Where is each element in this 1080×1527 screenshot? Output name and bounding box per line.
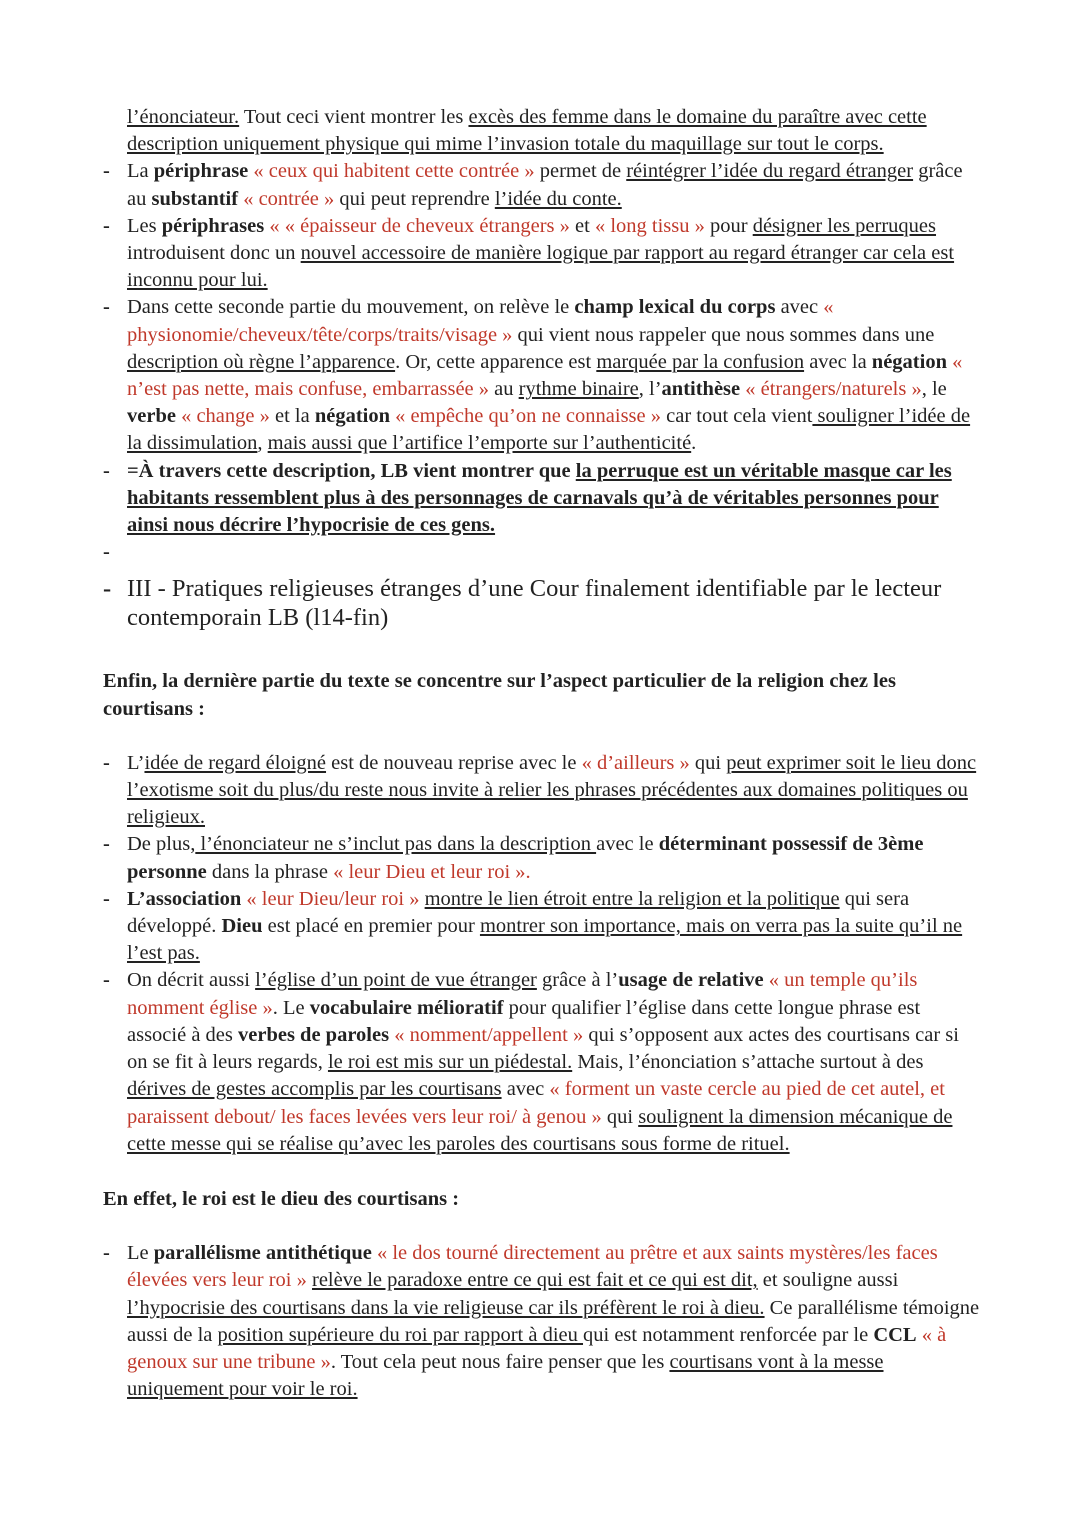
bold-term: CCL xyxy=(873,1323,917,1346)
quoted-citation: « ceux qui habitent cette contrée » xyxy=(253,160,535,183)
bold-term: verbes de paroles xyxy=(238,1023,390,1046)
underlined-text: l’hypocrisie des courtisans dans la vie religieuse car ils préfèrent le roi à dieu. xyxy=(127,1296,765,1319)
text-run: pour xyxy=(704,214,753,237)
text-run: qui est notamment renforcée par le xyxy=(583,1323,874,1346)
bullet-list-1 xyxy=(103,158,980,632)
underlined-text: courtisans vont à la messe uniquement pour voir le roi. xyxy=(127,1350,884,1401)
text-run: , xyxy=(257,432,268,455)
underlined-text: soulignent la dimension mécanique de cette messe qui se réalise qu’avec les paroles des courtisans sous forme de rituel. xyxy=(127,1105,953,1155)
underlined-text: l’église d’un point de vue étranger xyxy=(255,969,537,992)
text-run: et la xyxy=(269,405,315,428)
text-run: est de nouveau reprise avec le xyxy=(326,751,582,774)
text-run: Ce parallélisme témoigne aussi de la xyxy=(127,1296,980,1346)
bold-term: périphrase xyxy=(153,160,249,183)
text-run: permet de xyxy=(534,160,627,183)
bold-term: =À travers cette description, LB vient montrer que xyxy=(127,459,576,482)
quoted-citation: « physionomie/cheveux/tête/corps/traits/visage » xyxy=(127,296,834,346)
underlined-text: montrer son importance, mais on verra pas la suite qu’il ne l’est pas. xyxy=(127,915,963,965)
list-item xyxy=(103,158,980,212)
underlined-text: désigner les perruques xyxy=(752,214,937,237)
underlined-text: le roi est mis sur un piédestal. xyxy=(327,1051,573,1074)
text-run: . xyxy=(691,432,697,455)
text-run: Les xyxy=(127,214,162,237)
bullet-list-2 xyxy=(103,750,980,1158)
section-intro-2: En effet, le roi est le dieu des courtisans : xyxy=(103,1187,460,1210)
quoted-citation: « étrangers/naturels » xyxy=(745,378,922,401)
text-run: grâce à l’ xyxy=(536,969,619,992)
text-run: qui sera développé. xyxy=(127,887,910,938)
text-run: pour qualifier l’église dans cette longue phrase est associé à des xyxy=(127,996,921,1046)
underlined-text: l’énonciateur. xyxy=(127,106,240,128)
text-run: . Le xyxy=(272,996,310,1019)
bold-term: champ lexical du corps xyxy=(574,296,776,319)
quoted-citation: « empêche qu’on ne connaisse » xyxy=(395,405,661,428)
text-run: qui xyxy=(689,751,727,774)
text-run: avec xyxy=(501,1078,550,1101)
underlined-text: l’énonciateur ne s’inclut pas dans la description xyxy=(195,833,597,856)
text-run: qui peut reprendre xyxy=(334,187,495,210)
section-intro: Enfin, la dernière partie du texte se concentre sur l’aspect particulier de la religion chez les courtisans : xyxy=(103,670,896,720)
text-run: grâce au xyxy=(127,160,963,210)
quoted-citation: « un temple qu’ils nomment église » xyxy=(127,969,918,1019)
list-item xyxy=(103,458,980,540)
underlined-text: marquée par la confusion xyxy=(596,350,805,373)
underlined-text: relève le paradoxe entre ce qui est fait et ce qui est dit, xyxy=(312,1269,758,1292)
bold-term: Dieu xyxy=(221,915,263,938)
bold-term: vocabulaire mélioratif xyxy=(309,996,504,1019)
text-run: L’ xyxy=(127,751,145,774)
quoted-citation: « « épaisseur de cheveux étrangers » xyxy=(269,214,570,237)
bold-term: négation xyxy=(314,405,391,428)
text-run: On décrit aussi xyxy=(127,969,256,992)
list-item xyxy=(103,886,980,968)
underlined-text: montre le lien étroit entre la religion et la politique xyxy=(424,887,840,910)
underlined-text: l’idée du conte. xyxy=(494,187,622,210)
text-run: introduisent donc un xyxy=(127,242,301,265)
text-run: avec la xyxy=(804,350,872,373)
bold-term: L’association xyxy=(127,887,242,910)
text-run: Dans cette seconde partie du mouvement, on relève le xyxy=(127,296,575,319)
text-run: avec xyxy=(775,296,824,319)
underlined-text: nouvel accessoire de manière logique par rapport au regard étranger car cela est inconnu pour lui. xyxy=(127,242,955,292)
text-run: est placé en premier pour xyxy=(262,915,480,938)
underlined-text: peut exprimer soit le lieu donc l’exotisme soit du plus/du reste nous invite à relier les phrases précédentes aux domaines politiques ou religieux. xyxy=(127,751,977,829)
bold-term: verbe xyxy=(127,405,176,428)
underlined-text: position supérieure du roi par rapport à dieu xyxy=(217,1323,584,1346)
text-run: La xyxy=(127,160,154,183)
continuation-paragraph xyxy=(103,104,980,158)
bold-term: parallélisme antithétique xyxy=(153,1242,372,1265)
quoted-citation: « le dos tourné directement au prêtre et aux saints mystères/les faces élevées vers leur roi » xyxy=(127,1242,938,1292)
text-run: car tout cela vient xyxy=(661,405,813,428)
quoted-citation: « contrée » xyxy=(243,187,335,210)
text-run: et souligne aussi xyxy=(757,1269,899,1292)
quoted-citation: « change » xyxy=(181,405,270,428)
text-run: De plus, xyxy=(127,833,196,856)
text-run: Tout ceci vient montrer les xyxy=(239,106,469,128)
text-run: qui vient nous rappeler que nous sommes dans une xyxy=(512,323,935,346)
list-item xyxy=(103,1240,980,1403)
quoted-citation: « à genoux sur une tribune » xyxy=(127,1323,947,1373)
text-run: qui xyxy=(601,1105,639,1128)
bold-term: antithèse xyxy=(661,378,741,401)
underlined-text: mais aussi que l’artifice l’emporte sur l’authenticité xyxy=(267,432,692,455)
bold-term: périphrases xyxy=(161,214,265,237)
underlined-text: rythme binaire xyxy=(518,378,639,401)
quoted-citation: « n’est pas nette, mais confuse, embarrassée » xyxy=(127,350,963,401)
underlined-text: excès des femme dans le domaine du paraître avec cette description uniquement physique qui mime l’invasion totale du maquillage sur tout le corps. xyxy=(127,106,927,156)
list-item xyxy=(103,831,980,885)
section-heading: - III - Pratiques religieuses étranges d’une Cour finalement identifiable par le lecteur contemporain LB (l14-fin) xyxy=(103,574,980,632)
text-run: avec le xyxy=(596,833,659,856)
text-run: dans la phrase xyxy=(206,860,334,883)
list-item xyxy=(103,294,980,457)
quoted-citation: « d’ailleurs » xyxy=(581,751,690,774)
list-item xyxy=(103,967,980,1157)
list-item xyxy=(103,213,980,295)
text-run: , le xyxy=(921,378,947,401)
quoted-citation: « forment un vaste cercle au pied de cet autel, et paraissent debout/ les faces levées vers leur roi/ à genou » xyxy=(127,1078,945,1128)
bold-term: usage de relative xyxy=(618,969,764,992)
text-run: , l’ xyxy=(638,378,662,401)
quoted-citation: « leur Dieu et leur roi ». xyxy=(333,860,531,883)
quoted-citation: « long tissu » xyxy=(594,214,705,237)
text-run: qui s’opposent aux actes des courtisans car si on se fit à leurs regards, xyxy=(127,1023,959,1074)
quoted-citation: « nomment/appellent » xyxy=(394,1023,584,1046)
empty-list-item xyxy=(103,539,980,566)
bold-term: substantif xyxy=(151,187,239,210)
bold-term: négation xyxy=(871,350,947,373)
bold-term: la perruque est un véritable masque car les habitants ressemblent plus à des personnages de carnavals qu’à de véritables personnes pour ainsi nous décrire l’hypocrisie de ces gens. xyxy=(127,459,952,537)
underlined-text: idée de regard éloigné xyxy=(144,751,327,774)
underlined-text: dérives de gestes accomplis par les courtisans xyxy=(127,1078,502,1101)
underlined-text: description où règne l’apparence xyxy=(127,350,396,373)
bold-term: déterminant possessif de 3ème personne xyxy=(127,833,924,883)
underlined-text: souligner l’idée de la dissimulation xyxy=(127,405,971,455)
list-item xyxy=(103,750,980,832)
text-run: Le xyxy=(127,1242,154,1265)
text-run: Mais, l’énonciation s’attache surtout à des xyxy=(572,1051,924,1074)
quoted-citation: « leur Dieu/leur roi » xyxy=(246,887,420,910)
underlined-text: réintégrer l’idée du regard étranger xyxy=(626,160,914,183)
text-run: et xyxy=(569,214,595,237)
bullet-list-3 xyxy=(103,1240,980,1403)
text-run: . Or, cette apparence est xyxy=(395,350,597,373)
text-run: au xyxy=(489,378,519,401)
text-run: . Tout cela peut nous faire penser que les xyxy=(330,1350,670,1373)
